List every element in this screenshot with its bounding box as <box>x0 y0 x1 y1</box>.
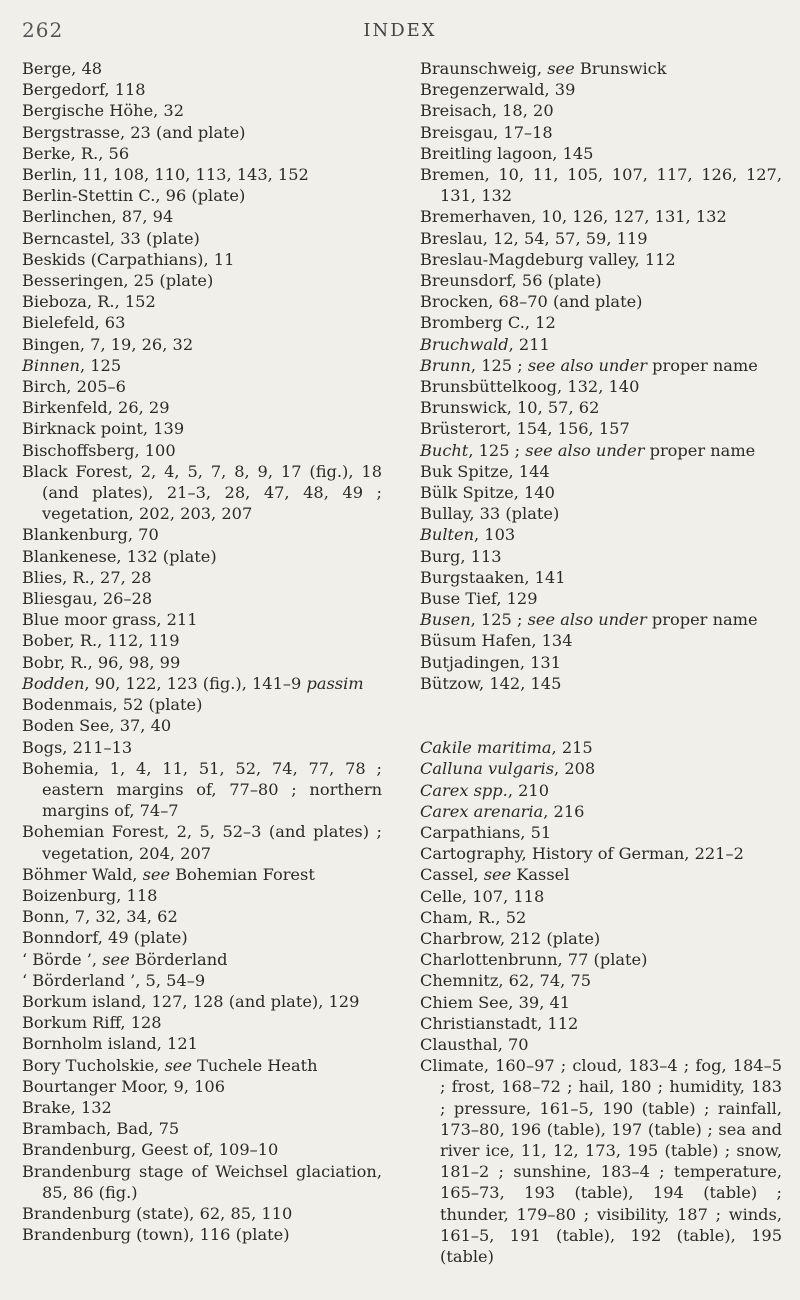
index-entry: Blies, R., 27, 28 <box>22 567 152 587</box>
index-entry: Breisach, 18, 20 <box>420 101 554 121</box>
index-entry: Climate, 160–97 ; cloud, 183–4 ; fog, 184–5 ; frost, 168–72 ; hail, 180 ; humidity, 183 ; pressure, 161–5, 190 (table) ; rainfall, 173–80, 196 (table), 197 (table) ; sea and river ice, 11, 12, 173, 195 (table) ; snow, 181–2 ; sunshine, 183–4 ; temperature, 165–73, 193 (table), 194 (table) ; thunder, 179–80 ; visibility, 187 ; winds, 161–5, 191 (table), 192 (table), 195 (table) <box>420 1056 782 1266</box>
index-entry: Birknack point, 139 <box>22 419 185 439</box>
index-entry: Blue moor grass, 211 <box>22 610 198 630</box>
index-entry: Bruchwald, 211 <box>420 334 550 354</box>
index-entry: Böhmer Wald, see Bohemian Forest <box>22 864 315 884</box>
index-entry: Bober, R., 112, 119 <box>22 631 180 651</box>
index-entry: Black Forest, 2, 4, 5, 7, 8, 9, 17 (fig.), 18 (and plates), 21–3, 28, 47, 48, 49 ; vegetation, 202, 203, 207 <box>22 461 382 524</box>
page-number: 262 <box>22 18 64 42</box>
index-entry: Bielefeld, 63 <box>22 313 126 333</box>
index-entry: Binnen, 125 <box>22 355 122 375</box>
index-entry: Birch, 205–6 <box>22 377 126 397</box>
index-entry: Charlottenbrunn, 77 (plate) <box>420 950 648 970</box>
index-entry: Borkum Riff, 128 <box>22 1013 162 1033</box>
index-entry: Bergstrasse, 23 (and plate) <box>22 122 246 142</box>
index-entry: Brunn, 125 ; see also under proper name <box>420 355 758 375</box>
index-entry: Bulten, 103 <box>420 525 516 545</box>
index-entry: Bülk Spitze, 140 <box>420 483 555 503</box>
index-entry: Brüsterort, 154, 156, 157 <box>420 419 630 439</box>
index-entry: Chiem See, 39, 41 <box>420 992 571 1012</box>
index-entry: Berncastel, 33 (plate) <box>22 228 200 248</box>
index-entry: Bingen, 7, 19, 26, 32 <box>22 334 194 354</box>
index-entry: Bonndorf, 49 (plate) <box>22 928 188 948</box>
index-entry: Buk Spitze, 144 <box>420 461 550 481</box>
index-entry: Carpathians, 51 <box>420 822 552 842</box>
index-entry: Büsum Hafen, 134 <box>420 631 573 651</box>
index-entry: ‘ Börderland ’, 5, 54–9 <box>22 970 206 990</box>
index-entry: Celle, 107, 118 <box>420 886 545 906</box>
index-entry: Burg, 113 <box>420 546 502 566</box>
index-entry: Butjadingen, 131 <box>420 652 562 672</box>
index-entry: Brandenburg (town), 116 (plate) <box>22 1225 290 1245</box>
index-entry: Bergedorf, 118 <box>22 80 146 100</box>
index-entry: Bremerhaven, 10, 126, 127, 131, 132 <box>420 207 727 227</box>
index-entry: Breitling lagoon, 145 <box>420 143 594 163</box>
index-entry: Brake, 132 <box>22 1097 112 1117</box>
index-entry: Berlin, 11, 108, 110, 113, 143, 152 <box>22 165 309 185</box>
index-entry: Busen, 125 ; see also under proper name <box>420 610 758 630</box>
index-entry: Brandenburg stage of Weichsel glaciation, 85, 86 (fig.) <box>22 1161 382 1202</box>
index-entry: Carex arenaria, 216 <box>420 801 585 821</box>
index-entry: Bourtanger Moor, 9, 106 <box>22 1076 226 1096</box>
index-entry: Berlin-Stettin C., 96 (plate) <box>22 186 246 206</box>
index-column-left <box>22 58 382 1245</box>
index-entry: Birkenfeld, 26, 29 <box>22 398 170 418</box>
index-entry: Bremen, 10, 11, 105, 107, 117, 126, 127, 131, 132 <box>420 165 782 206</box>
index-entry: Bohemia, 1, 4, 11, 51, 52, 74, 77, 78 ; eastern margins of, 77–80 ; northern margins of, 74–7 <box>22 758 382 821</box>
index-entry: Braunschweig, see Brunswick <box>420 59 667 78</box>
index-entry: Boizenburg, 118 <box>22 885 158 905</box>
index-column-right <box>420 58 782 1267</box>
index-entry: Brocken, 68–70 (and plate) <box>420 292 643 312</box>
index-entry: Boden See, 37, 40 <box>22 716 172 736</box>
section-gap <box>420 694 782 737</box>
index-entry: Bohemian Forest, 2, 5, 52–3 (and plates) ; vegetation, 204, 207 <box>22 822 382 863</box>
index-entry: Breslau, 12, 54, 57, 59, 119 <box>420 228 648 248</box>
index-entry: Bliesgau, 26–28 <box>22 589 153 609</box>
index-entry: Bornholm island, 121 <box>22 1034 198 1054</box>
index-entry: Chemnitz, 62, 74, 75 <box>420 971 592 991</box>
index-entry: Clausthal, 70 <box>420 1034 529 1054</box>
index-entry: Bullay, 33 (plate) <box>420 504 560 524</box>
index-entry: Bogs, 211–13 <box>22 737 133 757</box>
index-entry: Brandenburg (state), 62, 85, 110 <box>22 1203 293 1223</box>
index-entry: Bodden, 90, 122, 123 (fig.), 141–9 passim <box>22 673 364 693</box>
index-entry: Bobr, R., 96, 98, 99 <box>22 652 181 672</box>
index-entry: Bromberg C., 12 <box>420 313 556 333</box>
page-header <box>22 18 778 52</box>
index-entry: Cakile maritima, 215 <box>420 738 593 758</box>
index-entry: Blankenese, 132 (plate) <box>22 546 217 566</box>
index-entry: Brunsbüttelkoog, 132, 140 <box>420 377 640 397</box>
index-entry: Bonn, 7, 32, 34, 62 <box>22 907 178 927</box>
index-entry: Bischoffsberg, 100 <box>22 440 176 460</box>
index-entry: Bieboza, R., 152 <box>22 292 156 312</box>
running-title: INDEX <box>363 20 437 41</box>
index-entry: Borkum island, 127, 128 (and plate), 129 <box>22 991 360 1011</box>
index-entry: Bucht, 125 ; see also under proper name <box>420 440 756 460</box>
index-entry: Bützow, 142, 145 <box>420 673 562 693</box>
index-entry: Brunswick, 10, 57, 62 <box>420 398 600 418</box>
index-entry: Burgstaaken, 141 <box>420 567 566 587</box>
index-entry: Besseringen, 25 (plate) <box>22 271 214 291</box>
index-entry: Berke, R., 56 <box>22 143 130 163</box>
index-entry: ‘ Börde ’, see Börderland <box>22 949 228 969</box>
index-entry: Berge, 48 <box>22 59 103 78</box>
index-entry: Brambach, Bad, 75 <box>22 1119 180 1139</box>
index-entry: Breisgau, 17–18 <box>420 122 553 142</box>
index-entry: Christianstadt, 112 <box>420 1013 579 1033</box>
index-entry: Breslau-Magdeburg valley, 112 <box>420 249 676 269</box>
index-entry: Cartography, History of German, 221–2 <box>420 844 744 864</box>
index-entry: Calluna vulgaris, 208 <box>420 759 596 779</box>
index-entry: Breunsdorf, 56 (plate) <box>420 271 602 291</box>
index-entry: Beskids (Carpathians), 11 <box>22 249 235 269</box>
index-entry: Bregenzerwald, 39 <box>420 80 576 100</box>
index-entry: Bory Tucholskie, see Tuchele Heath <box>22 1055 318 1075</box>
index-entry: Bergische Höhe, 32 <box>22 101 185 121</box>
index-entry: Berlinchen, 87, 94 <box>22 207 174 227</box>
index-entry: Cham, R., 52 <box>420 907 527 927</box>
index-entry: Buse Tief, 129 <box>420 589 538 609</box>
index-entry: Carex spp., 210 <box>420 780 550 800</box>
index-entry: Blankenburg, 70 <box>22 525 159 545</box>
index-entry: Cassel, see Kassel <box>420 865 570 885</box>
index-entry: Bodenmais, 52 (plate) <box>22 695 203 715</box>
index-entry: Charbrow, 212 (plate) <box>420 928 601 948</box>
index-entry: Brandenburg, Geest of, 109–10 <box>22 1140 279 1160</box>
